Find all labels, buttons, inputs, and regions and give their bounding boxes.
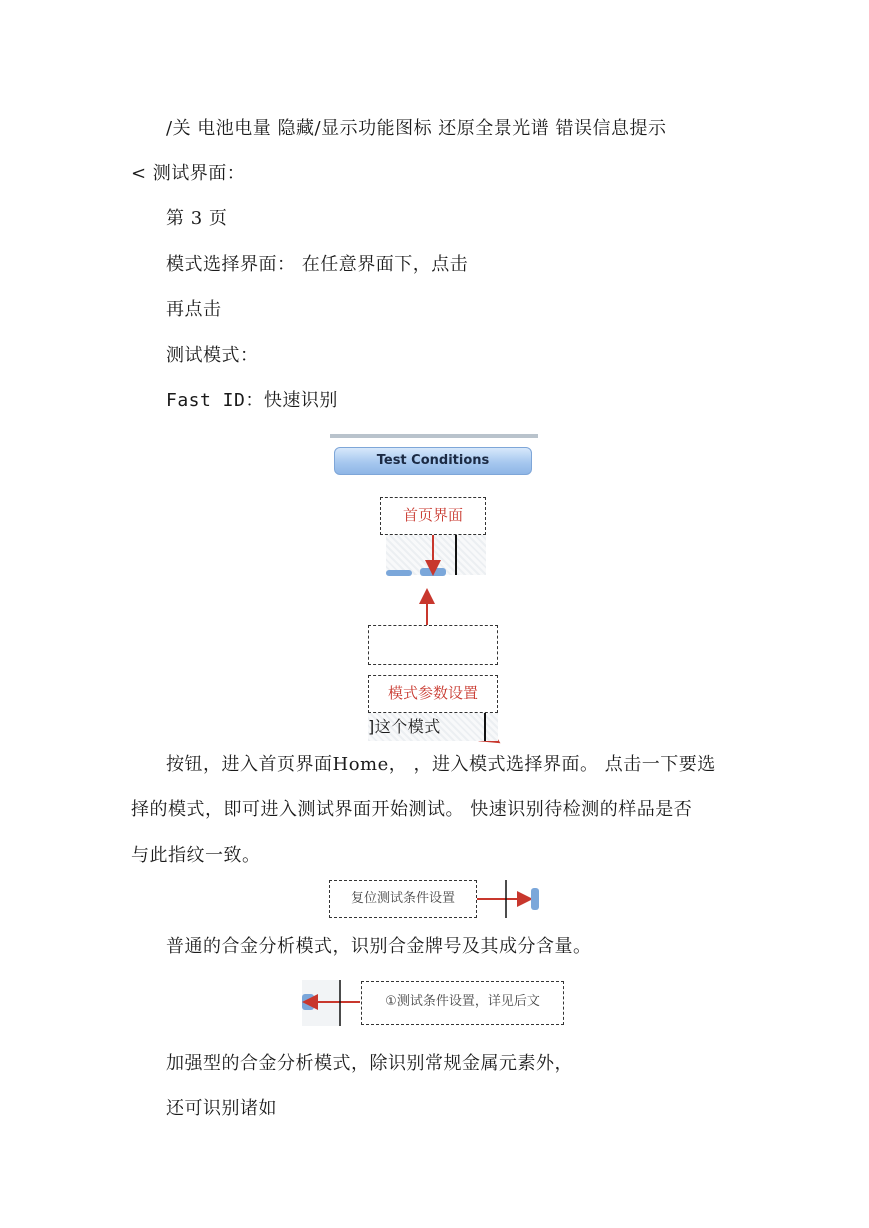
toolbar-edge bbox=[330, 434, 538, 438]
callout-reset-conditions: 复位测试条件设置 bbox=[329, 880, 477, 918]
paragraph-click-again: 再点击 bbox=[166, 299, 222, 320]
paragraph-also-identify: 还可识别诸如 bbox=[166, 1098, 277, 1119]
callout-home: 首页界面 bbox=[380, 497, 486, 535]
paragraph-enter-home-a: 按钮，进入首页界面Home， ，进入模式选择界面。 点击一下要选 bbox=[166, 754, 716, 775]
paragraph-status-items: /关 电池电量 隐藏/显示功能图标 还原全景光谱 错误信息提示 bbox=[166, 118, 667, 139]
page-number: 第 3 页 bbox=[166, 208, 228, 229]
callout-mode-params: 模式参数设置 bbox=[368, 675, 498, 713]
paragraph-normal-alloy: 普通的合金分析模式，识别合金牌号及其成分含量。 bbox=[166, 936, 592, 957]
paragraph-mode-select: 模式选择界面： 在任意界面下，点击 bbox=[166, 254, 469, 275]
divider-line-2 bbox=[484, 713, 486, 741]
paragraph-enhanced-alloy: 加强型的合金分析模式，除识别常规金属元素外， bbox=[166, 1053, 573, 1074]
paragraph-test-modes: 测试模式： bbox=[166, 345, 259, 366]
paragraph-enter-home-b: 择的模式，即可进入测试界面开始测试。 快速识别待检测的样品是否 bbox=[131, 799, 693, 820]
callout-empty bbox=[368, 625, 498, 665]
paragraph-fast-id: Fast ID：快速识别 bbox=[166, 390, 338, 411]
paragraph-test-interface: < 测试界面： bbox=[131, 163, 246, 184]
reset-arrow bbox=[477, 880, 539, 920]
test-conditions-button[interactable]: Test Conditions bbox=[334, 447, 532, 475]
callout-test-conditions: ①测试条件设置，详见后文 bbox=[361, 981, 564, 1025]
caption-this-mode: ]这个模式 bbox=[368, 717, 441, 736]
conditions-arrow bbox=[302, 980, 362, 1026]
paragraph-enter-home-c: 与此指纹一致。 bbox=[131, 845, 261, 866]
